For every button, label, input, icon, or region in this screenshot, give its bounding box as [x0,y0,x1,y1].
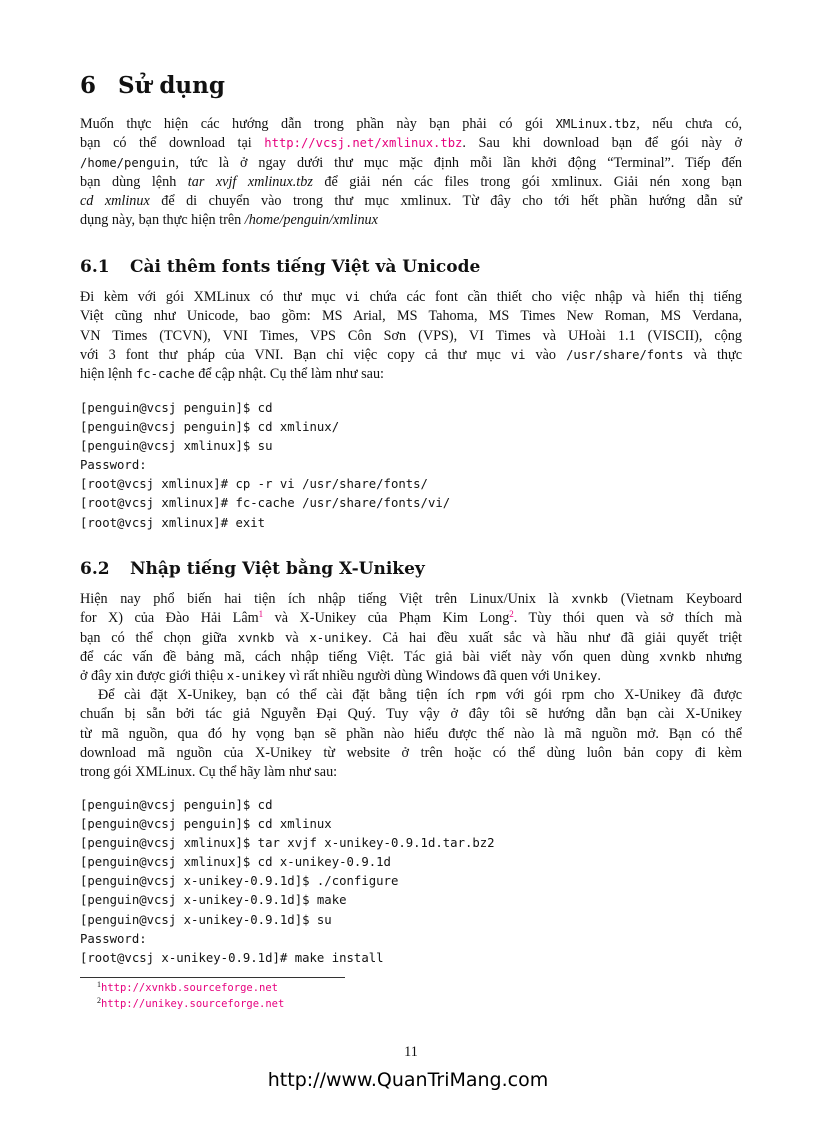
inline-code: /home/penguin [80,155,176,170]
code-line: [penguin@vcsj xmlinux]$ cd x-unikey-0.9.1d [80,855,391,870]
code-line: [root@vcsj x-unikey-0.9.1d]# make install [80,950,384,965]
subsection-title: Nhập tiếng Việt bằng X-Unikey [130,559,425,579]
subsection-number: 6.2 [80,559,110,579]
footnote-1[interactable] [97,982,278,994]
code-line: Password: [80,931,147,946]
text-line: trong gói XMLinux. Cụ thể hãy làm như sau: [80,764,338,781]
text-line: Đi kèm với gói XMLinux có thư mục vi chứa các font cần thiết cho việc nhập và hiển thị tiếng [80,289,742,305]
inline-code: xvnkb [659,649,696,664]
text-line: ở đây xin được giới thiệu x-unikey vì rất nhiều người dùng Windows đã quen với Unikey. [80,668,601,685]
inline-code: vi [510,347,526,362]
text-line: Để cài đặt X-Unikey, bạn có thể cài đặt bằng tiện ích rpm với gói rpm cho X-Unikey đã được [98,687,742,703]
footnote-reference[interactable]: 2 [509,609,514,620]
text-line: cd xmlinux để di chuyển vào trong thư mục xmlinux. Từ đây cho tới hết phần hướng dẫn sử [80,193,742,210]
text-line: Việt cũng như Unicode, bao gồm: MS Arial, MS Tahoma, MS Times New Roman, MS Verdana, [80,308,742,325]
subsection-number: 6.1 [80,257,110,277]
code-line: [penguin@vcsj penguin]$ cd xmlinux/ [80,420,340,435]
text-line: bạn có thể chọn giữa xvnkb và x-unikey. Cả hai đều xuất sắc và hầu như đã giải quyết triệt [80,629,742,646]
footnote-2[interactable] [97,998,284,1010]
code-line: [penguin@vcsj xmlinux]$ su [80,439,273,454]
text-line: bạn có thể download tại http://vcsj.net/xmlinux.tbz. Sau khi download bạn để gói này ở [80,135,743,152]
inline-code: XMLinux.tbz [555,117,637,131]
watermark-url: http://www.QuanTriMang.com [267,1069,549,1091]
section-title: Sử dụng [118,72,225,99]
italic-text: /home/penguin/xmlinux [244,212,378,229]
text-line: bạn dùng lệnh tar xvjf xmlinux.tbz để giải nén các files trong gói xmlinux. Giải nén xong bạn [80,173,743,190]
text-line: Hiện nay phổ biến hai tiện ích nhập tiếng Việt trên Linux/Unix là xvnkb (Vietnam Keyboard [80,591,742,607]
text-line: for X) của Đào Hải Lâm$^1$ và X-Unikey của Phạm Kim Long$^2$. Tùy thói quen và sở thích mà [80,609,742,627]
intro-paragraph [80,115,742,231]
fonts-paragraph [80,288,742,384]
text-line: hiện lệnh fc-cache để cập nhật. Cụ thể làm như sau: [80,366,384,383]
text-line: chuẩn bị sẵn bởi tác giả Nguyễn Đại Quý. Tuy vậy ở đây tôi sẽ hướng dẫn bạn cài X-Unikey [80,706,742,723]
text-line: VN Times (TCVN), VNI Times, VPS Côn Sơn (VPS), VI Times và UHoài 1.1 (VISCII), cộng [80,327,742,344]
italic-text: tar xvjf xmlinux.tbz [187,173,313,190]
code-line: [penguin@vcsj xmlinux]$ tar xvjf x-unikey-0.9.1d.tar.bz2 [80,836,495,851]
code-line: Password: [80,458,147,473]
inline-code: rpm [474,688,497,702]
code-line: [penguin@vcsj penguin]$ cd xmlinux [80,817,332,832]
code-line: [penguin@vcsj x-unikey-0.9.1d]$ make [80,893,347,908]
inline-code: xvnkb [571,592,609,606]
code-line: [root@vcsj xmlinux]# fc-cache /usr/share/fonts/vi/ [80,496,451,511]
subsection-heading-6-1 [80,257,480,277]
unikey-paragraph-2 [80,686,742,782]
code-line: [root@vcsj xmlinux]# cp -r vi /usr/share/fonts/ [80,477,428,492]
subsection-heading-6-2 [80,559,425,579]
footnote-reference[interactable]: 1 [258,609,264,620]
code-line: [penguin@vcsj x-unikey-0.9.1d]$ su [80,912,332,927]
footnote-mark: 1 [97,980,101,989]
inline-code: x-unikey [309,630,369,645]
code-line: [penguin@vcsj penguin]$ cd [80,401,273,415]
text-line: /home/penguin, tức là ở ngay dưới thư mục mặc định mỗi lần khởi động “Terminal”. Tiếp đến [80,154,742,171]
code-line: [penguin@vcsj penguin]$ cd [80,798,273,812]
code-block-unikey [80,796,495,968]
section-number: 6 [80,72,97,99]
download-link[interactable]: http://vcsj.net/xmlinux.tbz [264,136,463,151]
text-line: Muốn thực hiện các hướng dẫn trong phần này bạn phải có gói XMLinux.tbz, nếu chưa có, [80,116,742,132]
inline-code: fc-cache [135,367,195,382]
text-line: với 3 font thư pháp của VNI. Bạn chỉ việc copy cả thư mục vi vào /usr/share/fonts và thực [80,346,742,363]
footnote-rule [80,977,345,978]
inline-code: /usr/share/fonts [566,347,684,362]
text-line: để các vấn đề bảng mã, cách nhập tiếng Việt. Tác giả bài viết này vốn quen dùng xvnkb nhưng [80,648,742,665]
footnote-mark: 2 [97,996,101,1005]
footnote-link[interactable]: http://unikey.sourceforge.net [101,998,285,1010]
text-line: từ mã nguồn, qua đó hy vọng bạn sẽ phần nào hiểu được thế nào là mã nguồn mở. Bạn có thể [80,725,742,742]
footnote-link[interactable]: http://xvnkb.sourceforge.net [101,982,279,994]
code-block-fonts [80,399,450,533]
italic-text: cd xmlinux [80,193,150,210]
inline-code: x-unikey [226,669,286,684]
inline-code: xvnkb [237,630,275,645]
page-number: 11 [404,1044,418,1060]
inline-code: vi [345,290,360,304]
unikey-paragraph-1 [80,590,742,686]
text-line: download mã nguồn của X-Unikey từ website ở trên hoặc có thể dùng luôn bản copy đi kèm [80,744,742,761]
text-line: dụng này, bạn thực hiện trên /home/penguin/xmlinux [80,212,378,229]
inline-code: Unikey [553,669,598,684]
section-heading [80,72,225,99]
code-line: [penguin@vcsj x-unikey-0.9.1d]$ ./configure [80,874,399,889]
code-line: [root@vcsj xmlinux]# exit [80,515,266,530]
subsection-title: Cài thêm fonts tiếng Việt và Unicode [130,257,481,277]
